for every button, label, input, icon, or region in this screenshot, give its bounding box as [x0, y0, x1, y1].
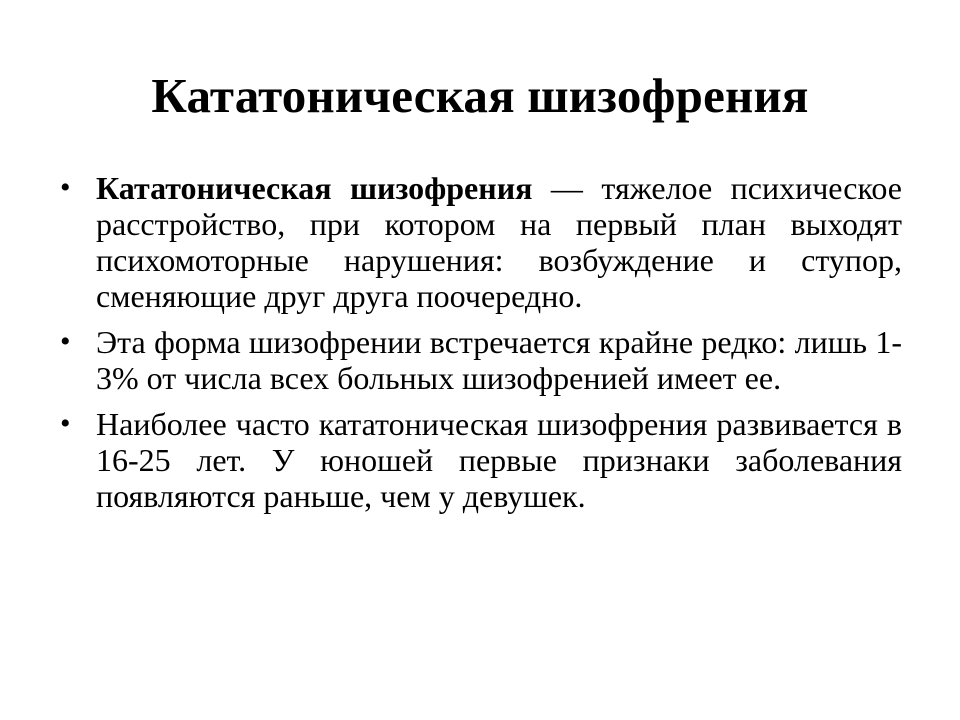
bullet-item-definition — [60, 170, 902, 314]
bullet-list — [60, 170, 902, 524]
bullet-marker: • — [60, 171, 71, 204]
bullet-text: — тяжелое психическое расстройство, при котором на первый план выходят психомоторные нарушения: возбуждение и ступор, сменяющие друг друга поочередно. — [96, 170, 903, 314]
slide-title: Кататоническая шизофрения — [151, 68, 809, 123]
bullet-text: Наиболее часто кататоническая шизофрения развивается в 16-25 лет. У юношей первые признаки заболевания появляются раньше, чем у девушек. — [96, 406, 902, 514]
bullet-item-onset — [60, 406, 902, 514]
bullet-term: Кататоническая шизофрения — [96, 170, 533, 206]
bullet-text: Эта форма шизофрении встречается крайне редко: лишь 1-3% от числа всех больных шизофренией имеет ее. — [96, 324, 902, 396]
bullet-marker: • — [60, 407, 71, 440]
bullet-marker: • — [60, 325, 71, 358]
bullet-item-prevalence — [60, 324, 902, 396]
